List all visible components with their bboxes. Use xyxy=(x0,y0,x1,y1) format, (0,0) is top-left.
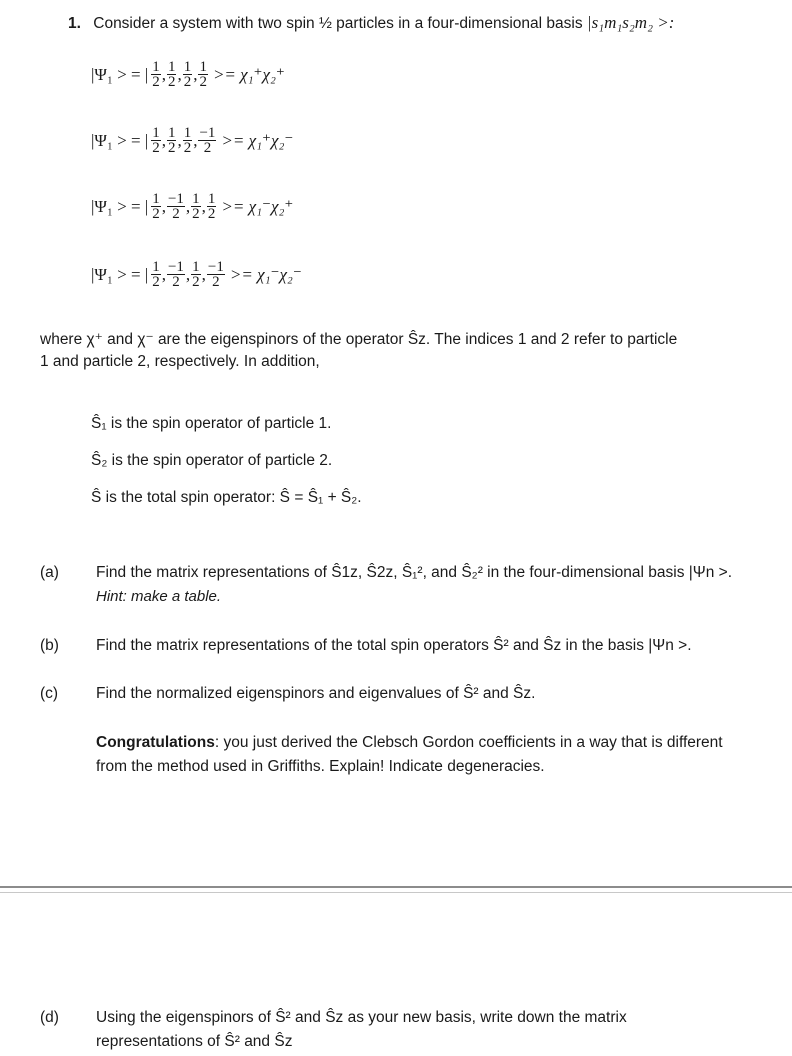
comma-separator: , xyxy=(185,196,191,216)
congrats-rest: : you just derived the Clebsch Gordon coefficients in a way that is different xyxy=(214,734,723,751)
fraction-numerator: 1 xyxy=(199,59,207,75)
quantum-number-fraction xyxy=(191,192,201,221)
part-a-hint: Hint: make a table. xyxy=(96,588,222,605)
quantum-number-fraction xyxy=(167,260,185,289)
quantum-number-fraction xyxy=(167,60,177,89)
part-c-text: Find the normalized eigenspinors and eigenvalues of Ŝ² and Ŝz. xyxy=(96,685,536,702)
state-rhs: >= χ₁⁺χ₂⁻ xyxy=(221,130,294,150)
congrats-line-1 xyxy=(96,734,723,752)
fraction-denominator: 2 xyxy=(152,274,160,290)
fraction-denominator: 2 xyxy=(192,206,200,222)
fraction-numerator: 1 xyxy=(192,191,200,207)
comma-separator: , xyxy=(201,264,206,284)
quantum-number-fraction xyxy=(183,126,193,155)
state-equation-2 xyxy=(91,126,293,155)
comma-separator: , xyxy=(161,130,166,150)
part-b-text: Find the matrix representations of the total spin operators Ŝ² and Ŝz in the basis |Ψn >. xyxy=(96,637,692,654)
comma-separator: , xyxy=(177,130,182,150)
quantum-number-fraction xyxy=(151,60,161,89)
problem-intro: Consider a system with two spin ½ particles in a four-dimensional basis xyxy=(93,15,583,32)
part-c-label: (c) xyxy=(40,685,59,702)
part-d-label: (d) xyxy=(40,1009,59,1026)
quantum-number-fraction xyxy=(151,126,161,155)
state-rhs: >= χ₁⁻χ₂⁻ xyxy=(229,264,302,284)
quantum-number-fraction xyxy=(198,60,208,89)
fraction-numerator: 1 xyxy=(152,259,160,275)
part-a-text: Find the matrix representations of Ŝ1z, Ŝ2z, Ŝ₁², and Ŝ₂² in the four-dimensional basis |Ψn >. xyxy=(96,564,733,581)
congrats-bold: Congratulations xyxy=(96,734,215,751)
fraction-denominator: 2 xyxy=(172,206,180,222)
fraction-numerator: −1 xyxy=(167,191,184,207)
fraction-numerator: −1 xyxy=(199,125,216,141)
where-line-1: where χ⁺ and χ⁻ are the eigenspinors of the operator Ŝz. The indices 1 and 2 refer to particle xyxy=(40,331,678,348)
part-a-label: (a) xyxy=(40,564,59,581)
quantum-number-fraction xyxy=(151,192,161,221)
fraction-numerator: 1 xyxy=(183,125,192,141)
fraction-numerator: 1 xyxy=(152,125,160,141)
state-equation-4 xyxy=(91,260,302,289)
fraction-denominator: 2 xyxy=(167,140,176,156)
quantum-number-fraction xyxy=(151,260,161,289)
fraction-numerator: 1 xyxy=(192,259,200,275)
state-lhs: |Ψ₁ > = | xyxy=(91,130,149,150)
quantum-number-fraction xyxy=(167,126,177,155)
definition-s1: Ŝ₁ is the spin operator of particle 1. xyxy=(91,415,332,432)
where-line-2: 1 and particle 2, respectively. In addition, xyxy=(40,353,320,370)
page-divider xyxy=(0,886,792,888)
fraction-denominator: 2 xyxy=(172,274,180,290)
fraction-numerator: 1 xyxy=(167,125,176,141)
fraction-denominator: 2 xyxy=(152,206,160,222)
comma-separator: , xyxy=(193,130,198,150)
comma-separator: , xyxy=(193,64,198,84)
fraction-denominator: 2 xyxy=(183,140,192,156)
state-lhs: |Ψ₁ > = | xyxy=(91,196,149,216)
fraction-numerator: 1 xyxy=(183,59,192,75)
part-b-label: (b) xyxy=(40,637,59,654)
part-d-line-2: representations of Ŝ² and Ŝz xyxy=(96,1033,293,1050)
fraction-denominator: 2 xyxy=(167,74,176,90)
page-divider-shadow xyxy=(0,892,792,893)
state-lhs: |Ψ₁ > = | xyxy=(91,64,149,84)
quantum-number-fraction xyxy=(167,192,185,221)
quantum-number-fraction xyxy=(191,260,201,289)
fraction-denominator: 2 xyxy=(212,274,220,290)
problem-header xyxy=(68,13,674,33)
quantum-number-fraction xyxy=(183,60,193,89)
fraction-numerator: 1 xyxy=(152,59,160,75)
comma-separator: , xyxy=(161,64,166,84)
basis-ket: |s₁m₁s₂m₂ >: xyxy=(586,13,675,32)
fraction-numerator: 1 xyxy=(152,191,160,207)
fraction-denominator: 2 xyxy=(183,74,192,90)
definition-total: Ŝ is the total spin operator: Ŝ = Ŝ₁ + Ŝ₂. xyxy=(91,489,362,506)
quantum-number-fraction xyxy=(207,260,225,289)
fraction-numerator: −1 xyxy=(207,259,224,275)
state-rhs: >= χ₁⁻χ₂⁺ xyxy=(221,196,294,216)
comma-separator: , xyxy=(185,264,191,284)
quantum-number-fraction xyxy=(198,126,216,155)
fraction-denominator: 2 xyxy=(192,274,200,290)
comma-separator: , xyxy=(161,264,166,284)
comma-separator: , xyxy=(161,196,166,216)
part-d-line-1: Using the eigenspinors of Ŝ² and Ŝz as your new basis, write down the matrix xyxy=(96,1009,627,1026)
state-rhs: >= χ₁⁺χ₂⁺ xyxy=(212,64,285,84)
fraction-numerator: 1 xyxy=(167,59,176,75)
definition-s2: Ŝ₂ is the spin operator of particle 2. xyxy=(91,452,333,469)
state-equation-1 xyxy=(91,60,285,89)
quantum-number-fraction xyxy=(207,192,217,221)
state-lhs: |Ψ₁ > = | xyxy=(91,264,149,284)
fraction-numerator: −1 xyxy=(167,259,184,275)
fraction-denominator: 2 xyxy=(199,74,207,90)
state-equation-3 xyxy=(91,192,293,221)
fraction-denominator: 2 xyxy=(203,140,212,156)
problem-number: 1. xyxy=(68,15,81,32)
comma-separator: , xyxy=(177,64,182,84)
fraction-denominator: 2 xyxy=(152,140,160,156)
fraction-numerator: 1 xyxy=(207,191,216,207)
congrats-line-2: from the method used in Griffiths. Explain! Indicate degeneracies. xyxy=(96,758,545,775)
fraction-denominator: 2 xyxy=(207,206,216,222)
comma-separator: , xyxy=(201,196,206,216)
fraction-denominator: 2 xyxy=(152,74,160,90)
